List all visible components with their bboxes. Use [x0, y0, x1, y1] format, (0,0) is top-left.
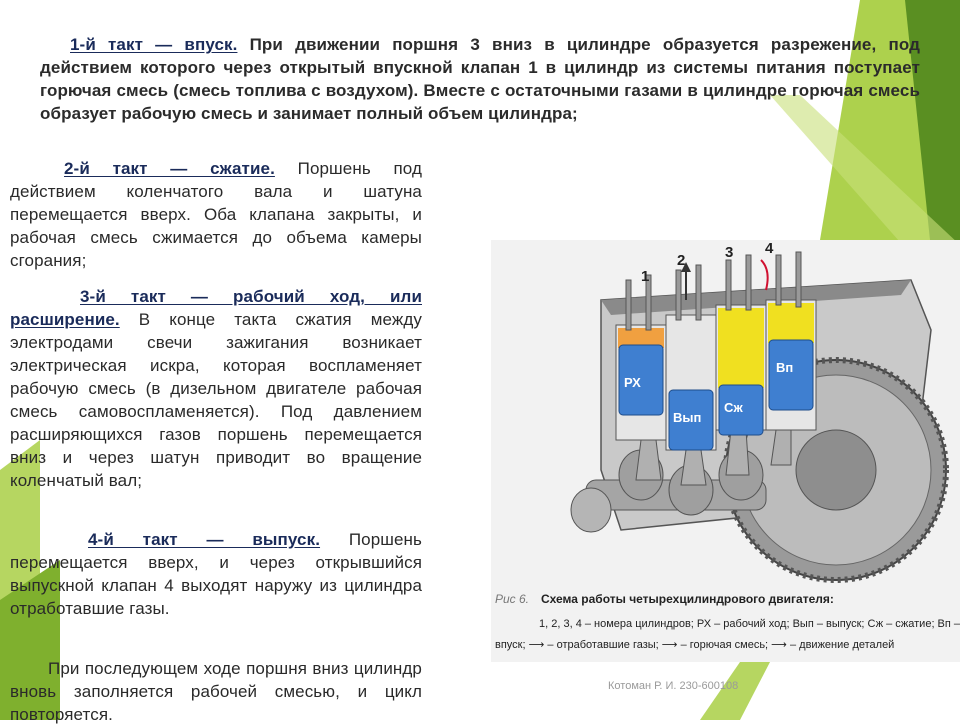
stroke4-text: Поршень перемещается вверх, и через открывшийся выпускной клапан 4 выходят наружу из цилиндра отработавшие газы.: [10, 530, 422, 618]
stroke3-text: В конце такта сжатия между электродами свечи зажигания возникает электрическая искра, которая воспламеняет рабочую смесь (в дизельном двигателе рабочая смесь самовоспламеняется). Под давлением расширяющихся газов поршень перемещается вниз и через шатун приводит во вращение коленчатый вал;: [10, 310, 422, 490]
engine-diagram: [491, 240, 960, 590]
stroke3-heading: 3-й такт — рабочий ход, или расширение.: [10, 287, 422, 329]
final-text: При последующем ходе поршня вниз цилиндр вновь заполняется рабочей смесью, и цикл повторяется.: [10, 659, 422, 724]
cyl-number-2: 2: [677, 252, 686, 269]
stroke1-text: При движении поршня 3 вниз в цилиндре образуется разрежение, под действием которого через открытый впускной клапан 1 в цилиндр из системы питания поступает горючая смесь (смесь топлива с воздухом). Вместе с остаточными газами в цилиндре горючая смесь образует рабочую смесь и занимает полный объем цилиндра;: [40, 35, 920, 123]
piston-label-vyp: Вып: [673, 410, 702, 425]
author-credit: Котоман Р. И. 230-600108: [608, 680, 739, 692]
piston-label-vp: Вп: [776, 360, 794, 375]
stroke1-heading: 1-й такт — впуск.: [70, 35, 238, 54]
cyl-number-3: 3: [725, 244, 734, 261]
figure-legend-line2: впуск; ⟶ – отработавшие газы; ⟶ – горючая смесь; ⟶ – движение деталей: [495, 639, 895, 651]
stroke1-paragraph: [40, 33, 920, 125]
engine-figure: [491, 240, 960, 662]
stroke2-heading: 2-й такт — сжатие.: [64, 159, 275, 178]
piston-label-szh: Сж: [724, 400, 743, 415]
stroke4-heading: 4-й такт — выпуск.: [88, 530, 321, 549]
cyl-number-4: 4: [765, 240, 774, 257]
final-paragraph: [10, 657, 422, 726]
figure-caption-title: Схема работы четырехцилиндрового двигателя:: [541, 592, 834, 606]
figure-caption-prefix: Рис 6.: [495, 592, 530, 606]
piston-label-rx: РХ: [624, 375, 641, 390]
figure-legend-line1: 1, 2, 3, 4 – номера цилиндров; РХ – рабочий ход; Вып – выпуск; Сж – сжатие; Вп –: [539, 618, 960, 630]
stroke2-paragraph: [10, 157, 422, 272]
stroke3-paragraph: [10, 285, 422, 492]
stroke2-text: Поршень под действием коленчатого вала и шатуна перемещается вверх. Оба клапана закрыты, и рабочая смесь сжимается до объема камеры сгорания;: [10, 159, 422, 270]
cyl-number-1: 1: [641, 268, 650, 285]
stroke4-paragraph: [10, 528, 422, 620]
